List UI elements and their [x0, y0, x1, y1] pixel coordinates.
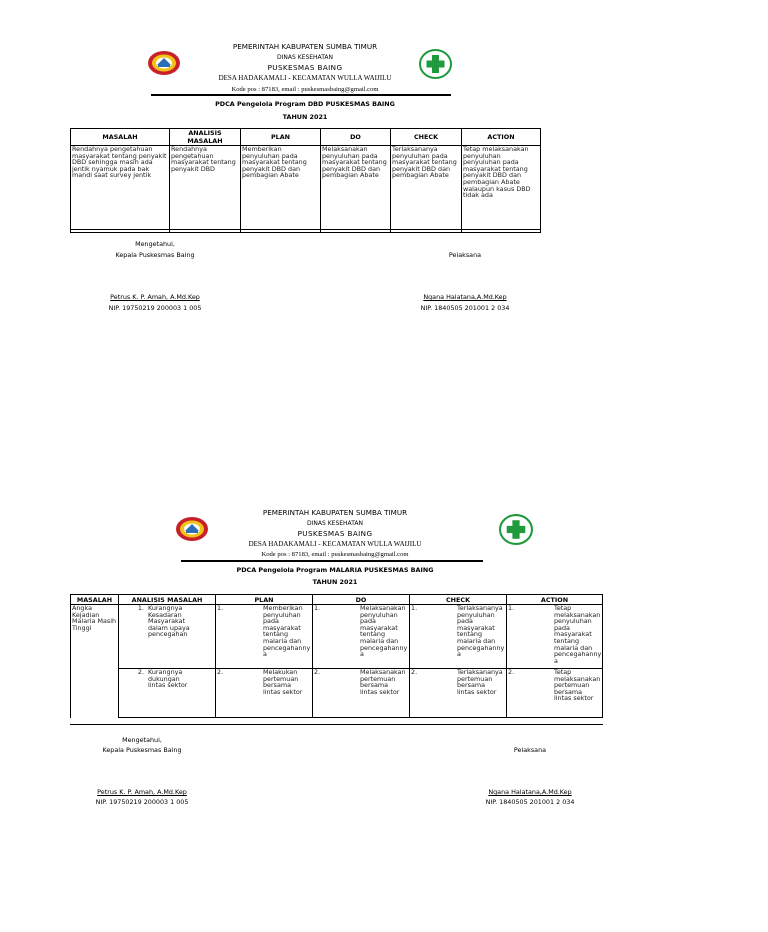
executor-title: Pelaksana — [513, 746, 547, 754]
column-header: MASALAH — [71, 129, 170, 146]
table-header-row — [71, 129, 541, 146]
executor-name: Ngana Halatana,A.Md.Kep — [423, 293, 507, 301]
document-year: TAHUN 2021 — [312, 578, 358, 586]
header-line-4: DESA HADAKAMALI - KECAMATAN WULLA WAIJILU — [248, 540, 422, 548]
item-number: 1. — [217, 604, 224, 612]
cell-action: Tetap melaksanakan penyuluhan penyuluhan pada masyarakat tentang penyakit DBD dan pembagian Abate walaupun kasus DBD tidak ada — [462, 146, 541, 233]
item-text: Tetap melaksanakan pertemuan bersama lintas sektor — [554, 668, 601, 703]
header-line-2: DINAS KESEHATAN — [277, 54, 333, 61]
item-number: 2. — [217, 668, 224, 676]
column-header: CHECK — [391, 129, 462, 146]
header-line-3: PUSKESMAS BAING — [297, 529, 373, 538]
cell-do — [313, 669, 410, 718]
column-header: PLAN — [216, 595, 313, 605]
head-title: Kepala Puskesmas Baing — [115, 251, 195, 259]
item-text: Melakukan pertemuan bersama lintas sektor — [263, 668, 303, 696]
cell-do — [313, 605, 410, 669]
known-label: Mengetahui, — [122, 736, 162, 744]
column-header: DO — [313, 595, 410, 605]
item-number: 1. — [314, 604, 321, 612]
item-text: Kurangnya dukungan lintas sektor — [148, 668, 188, 690]
header-line-4: DESA HADAKAMALI - KECAMATAN WULLA WAIJILU — [218, 74, 392, 82]
executor-nip: NIP. 1840505 201001 2 034 — [420, 304, 510, 312]
header-line-2: DINAS KESEHATAN — [307, 520, 363, 527]
cell-check — [410, 669, 507, 718]
item-text: Terlaksananya pertemuan bersama lintas sektor — [457, 668, 503, 696]
column-header: CHECK — [410, 595, 507, 605]
cell-plan — [216, 669, 313, 718]
table-row — [71, 669, 603, 718]
health-cross-icon — [499, 514, 533, 545]
item-text: Melaksanakan pertemuan bersama lintas sektor — [360, 668, 406, 696]
cell-analisis — [119, 669, 216, 718]
item-number: 1. — [411, 604, 418, 612]
cell-action — [507, 605, 603, 669]
item-text: Melaksanakan penyuluhan pada masyarakat tentang malaria dan pencegahanny a — [360, 604, 408, 659]
header-line-1: PEMERINTAH KABUPATEN SUMBA TIMUR — [262, 508, 408, 517]
item-number: 2. — [314, 668, 321, 676]
table-bottom-rule — [70, 724, 603, 725]
header-line-5: Kode pos : 87183, email : puskesmasbaing@gmail.com — [261, 551, 409, 558]
item-number: 2. — [411, 668, 418, 676]
executor-name: Ngana Halatana,A.Md.Kep — [488, 788, 572, 796]
cell-do: Melaksanakan penyuluhan pada masyarakat tentang penyakit DBD dan pembagian Abate — [321, 146, 391, 233]
known-label: Mengetahui, — [135, 240, 175, 248]
regency-logo-icon — [175, 516, 209, 542]
table-bottom-rule — [70, 229, 541, 230]
head-nip: NIP. 19750219 200003 1 005 — [108, 304, 202, 312]
pdca-table — [70, 128, 541, 233]
header-divider — [151, 94, 451, 96]
cell-masalah: Angka Kejadian Malaria Masih Tinggi — [71, 605, 119, 718]
header-line-5: Kode pos : 87183, email : puskesmasbaing@gmail.com — [231, 86, 379, 93]
table-row — [71, 146, 541, 233]
document-title: PDCA Pengelola Program DBD PUSKESMAS BAING — [215, 100, 395, 108]
cell-plan: Memberikan penyuluhan pada masyarakat tentang penyakit DBD dan pembagian Abate — [241, 146, 321, 233]
header-line-1: PEMERINTAH KABUPATEN SUMBA TIMUR — [232, 42, 378, 51]
item-text: Memberikan penyuluhan pada masyarakat tentang malaria dan pencegahanny a — [263, 604, 311, 659]
table-row — [71, 605, 603, 669]
pdca-table — [70, 594, 603, 718]
head-name: Petrus K. P. Amah, A.Md.Kep — [110, 293, 200, 301]
executor-nip: NIP. 1840505 201001 2 034 — [485, 798, 575, 806]
header-line-3: PUSKESMAS BAING — [267, 63, 343, 72]
head-title: Kepala Puskesmas Baing — [102, 746, 182, 754]
item-text: Kurangnya Kesadaran Masyarakat dalam upaya pencegahan — [148, 604, 190, 639]
item-number: 1. — [508, 604, 515, 612]
item-text: Tetap melaksanakan penyuluhan pada masyarakat tentang malaria dan pencegahanny a — [554, 604, 602, 665]
column-header: ACTION — [462, 129, 541, 146]
table-header-row — [71, 595, 603, 605]
cell-check — [410, 605, 507, 669]
head-name: Petrus K. P. Amah, A.Md.Kep — [97, 788, 187, 796]
header-divider — [181, 560, 483, 562]
cell-masalah: Rendahnya pengetahuan masyarakat tentang penyakit DBD sehingga masih ada jentik nyamuk pada bak mandi saat survey jentik — [71, 146, 170, 233]
column-header: PLAN — [241, 129, 321, 146]
item-number: 2. — [508, 668, 515, 676]
column-header: ANALISIS MASALAH — [170, 129, 241, 146]
column-header: ACTION — [507, 595, 603, 605]
item-number: 2. — [137, 668, 144, 676]
cell-analisis: Rendahnya pengetahuan masyarakat tentang penyakit DBD — [170, 146, 241, 233]
item-number: 1. — [137, 604, 144, 612]
document-title: PDCA Pengelola Program MALARIA PUSKESMAS BAING — [236, 566, 434, 574]
cell-analisis — [119, 605, 216, 669]
column-header: MASALAH — [71, 595, 119, 605]
column-header: ANALISIS MASALAH — [119, 595, 216, 605]
executor-title: Pelaksana — [448, 251, 482, 259]
item-text: Terlaksananya penyuluhan pada masyarakat tentang malaria dan pencegahanny a — [457, 604, 505, 659]
regency-logo-icon — [147, 50, 181, 76]
document-year: TAHUN 2021 — [282, 113, 328, 121]
head-nip: NIP. 19750219 200003 1 005 — [95, 798, 189, 806]
cell-check: Terlaksananya penyuluhan pada masyarakat tentang penyakit DBD dan pembagian Abate — [391, 146, 462, 233]
cell-action — [507, 669, 603, 718]
cell-plan — [216, 605, 313, 669]
column-header: DO — [321, 129, 391, 146]
